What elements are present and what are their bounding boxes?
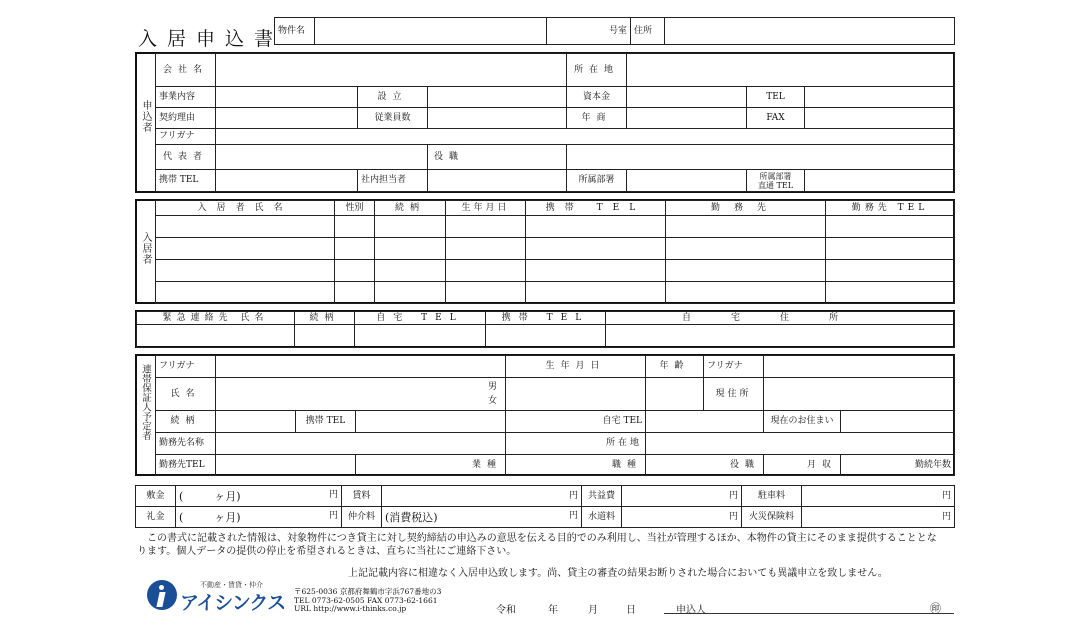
company-name-field[interactable] (216, 54, 567, 87)
company-name-label: 会社名 (156, 54, 216, 87)
declaration-notice: 上記記載内容に相違なく入居申込致します。尚、貸主の審査の結果お断りされた場合においても異議申立を致しません。 (348, 568, 888, 579)
commission-yen: 円 (568, 510, 578, 521)
guarantor-furigana-field[interactable] (216, 356, 506, 378)
guarantor-industry-label: 業種 (356, 455, 506, 476)
guarantor-years-label: 勤続年数 (841, 455, 955, 476)
common-fee-label: 共益費 (582, 486, 622, 507)
resident-cell[interactable] (446, 216, 526, 238)
dept-direct-tel-field[interactable] (805, 170, 955, 192)
resident-cell[interactable] (375, 282, 446, 304)
resident-cell[interactable] (666, 260, 826, 282)
established-label: 設立 (358, 87, 428, 108)
resident-cell[interactable] (335, 216, 375, 238)
tel-field[interactable] (805, 87, 955, 108)
guarantor-age-label: 年齢 (646, 356, 704, 378)
emergency-home-tel-header: 自宅 TEL (355, 312, 486, 325)
deposit-field[interactable] (176, 486, 342, 507)
guarantor-location-label: 所在地 (506, 433, 646, 455)
resident-cell[interactable] (375, 260, 446, 282)
department-field[interactable] (627, 170, 747, 192)
company-tel-fax: TEL 0773-62-0505 FAX 0773-62-1661 (294, 595, 438, 605)
resident-cell[interactable] (375, 216, 446, 238)
resident-cell[interactable] (666, 282, 826, 304)
resident-cell[interactable] (826, 238, 955, 260)
dept-direct-tel-label (747, 170, 805, 192)
company-name: アイシンクス (180, 592, 286, 614)
emergency-mobile-tel-field[interactable] (486, 325, 606, 348)
seal-mark: ㊞ (930, 602, 941, 615)
company-tagline: 不動産・賃貸・仲介 (200, 581, 263, 589)
resident-cell[interactable] (156, 216, 335, 238)
guarantor-location-field[interactable] (646, 433, 955, 455)
residents-side-label: 入居者 (140, 232, 151, 265)
resident-row (156, 216, 955, 238)
location-field[interactable] (627, 54, 955, 87)
resident-cell[interactable] (526, 282, 666, 304)
fees-table (135, 485, 955, 528)
resident-cell[interactable] (335, 260, 375, 282)
emergency-relation-field[interactable] (295, 325, 355, 348)
common-fee-field[interactable]: 円 (622, 486, 742, 507)
fire-insurance-label: 火災保険料 (742, 507, 802, 528)
fax-label: FAX (747, 108, 805, 129)
day-label: 日 (626, 605, 636, 616)
logo-dot (159, 585, 164, 590)
tax-incl-label: (消費税込) (385, 510, 438, 524)
rent-label: 賃料 (342, 486, 382, 507)
representative-field[interactable] (216, 145, 428, 170)
key-money-label: 礼金 (136, 507, 176, 528)
guarantor-name-label: 氏名 (156, 378, 216, 411)
resident-cell[interactable] (156, 260, 335, 282)
deposit-open: ( (179, 489, 184, 503)
resident-cell[interactable] (526, 260, 666, 282)
guarantor-home-tel-field[interactable] (646, 411, 764, 433)
resident-cell[interactable] (156, 282, 335, 304)
resident-cell[interactable] (826, 260, 955, 282)
mobile-tel-field[interactable] (216, 170, 358, 192)
resident-cell[interactable] (156, 238, 335, 260)
key-money-field[interactable] (176, 507, 342, 528)
room-label: 号室 (547, 18, 631, 45)
logo-stem (156, 592, 165, 607)
guarantor-name-field[interactable] (216, 378, 506, 411)
resident-employer-tel-header: 勤務先 TEL (826, 201, 955, 216)
guarantor-mobile-tel-field[interactable] (356, 411, 506, 433)
capital-field[interactable] (627, 87, 747, 108)
business-label: 事業内容 (156, 87, 216, 108)
month-label: 月 (588, 605, 598, 616)
resident-cell[interactable] (666, 238, 826, 260)
water-field[interactable]: 円 (622, 507, 742, 528)
guarantor-employer-tel-label: 勤務先TEL (156, 455, 216, 476)
guarantor-income-label: 月収 (764, 455, 841, 476)
resident-cell[interactable] (446, 238, 526, 260)
fax-field[interactable] (805, 108, 955, 129)
emergency-address-header: 自宅住所 (606, 312, 955, 325)
resident-row (156, 238, 955, 260)
year-label: 年 (548, 605, 558, 616)
location-label: 所在地 (567, 54, 627, 87)
parking-field[interactable]: 円 (802, 486, 955, 507)
department-label: 所属部署 (567, 170, 627, 192)
representative-label: 代表者 (156, 145, 216, 170)
resident-relation-header: 続柄 (375, 201, 446, 216)
company-url: URL http://www.i-thinks.co.jp (294, 604, 407, 613)
company-logo-icon (147, 580, 177, 610)
deposit-yen: 円 (328, 489, 338, 500)
gender-female[interactable]: 女 (488, 396, 498, 406)
guarantor-home-tel-label: 自宅 TEL (506, 411, 646, 433)
company-postal: 〒625-0036 京都府舞鶴市字浜767番地の3 (294, 587, 442, 596)
rent-field[interactable]: 円 (382, 486, 582, 507)
dept-direct-tel-label-2: 直通 TEL (758, 180, 794, 190)
resident-cell[interactable] (526, 238, 666, 260)
guarantor-birth-field[interactable] (506, 378, 646, 411)
guarantor-furigana-label: フリガナ (156, 356, 216, 378)
guarantor-side-label: 連帯保証人予定者 (140, 364, 151, 440)
person-in-charge-label: 社内担当者 (358, 170, 428, 192)
emergency-table (136, 311, 955, 348)
guarantor-employer-tel-field[interactable] (216, 455, 356, 476)
residents-table (155, 200, 955, 304)
fire-insurance-field[interactable]: 円 (802, 507, 955, 528)
signature-line[interactable] (664, 613, 954, 614)
guarantor-age-field[interactable] (646, 378, 704, 411)
person-in-charge-field[interactable] (428, 170, 567, 192)
deposit-months-close: ヶ月) (214, 489, 241, 503)
guarantor-residence-label: 現在のお住まい (764, 411, 841, 433)
resident-row (156, 282, 955, 304)
property-label: 物件名 (275, 18, 315, 45)
resident-cell[interactable] (526, 216, 666, 238)
guarantor-job-type-label: 職種 (506, 455, 646, 476)
key-money-months-close: ヶ月) (214, 510, 241, 524)
emergency-home-tel-field[interactable] (355, 325, 486, 348)
resident-cell[interactable] (335, 238, 375, 260)
guarantor-position-label: 役職 (646, 455, 764, 476)
resident-row (156, 260, 955, 282)
resident-name-header: 入居者氏名 (156, 201, 335, 216)
form-title: 入居申込書 (138, 28, 284, 50)
employees-field[interactable] (428, 108, 567, 129)
emergency-address-field[interactable] (606, 325, 955, 348)
resident-cell[interactable] (826, 216, 955, 238)
resident-mobile-header: 携帯 TEL (526, 201, 666, 216)
commission-field[interactable] (382, 507, 582, 528)
resident-gender-header: 性別 (335, 201, 375, 216)
reason-label: 契約理由 (156, 108, 216, 129)
applicant-sign-label: 申込人 (676, 605, 706, 616)
applicant-table (155, 53, 955, 192)
emergency-relation-header: 続柄 (295, 312, 355, 325)
dept-direct-tel-label-1: 所属部署 (759, 171, 792, 181)
position-field[interactable] (567, 145, 955, 170)
era-label: 令和 (496, 605, 516, 616)
privacy-notice: この書式に記載された情報は、対象物件につき貸主に対し契約締結の申込みの意思を伝える目的でのみ利用し、当社が管理するほか、本物件の貸主にそのまま提供することとなります。個人データの提供の停止を希望されるときは、直ちに当社にご連絡下さい。 (137, 533, 937, 557)
address-label: 住所 (631, 18, 665, 45)
employees-label: 従業員数 (358, 108, 428, 129)
guarantor-employer-field[interactable] (216, 433, 506, 455)
furigana-field[interactable] (216, 129, 955, 145)
guarantor-relation-field[interactable] (216, 411, 296, 433)
applicant-side-label: 申込者 (140, 100, 151, 133)
emergency-name-header: 緊急連絡先 氏名 (137, 312, 295, 325)
property-field[interactable] (315, 18, 547, 45)
resident-birth-header: 生年月日 (446, 201, 526, 216)
guarantor-table (155, 355, 955, 476)
furigana-label: フリガナ (156, 129, 216, 145)
guarantor-relation-label: 続柄 (156, 411, 216, 433)
business-field[interactable] (216, 87, 358, 108)
guarantor-current-address-field[interactable] (764, 378, 955, 411)
resident-cell[interactable] (446, 260, 526, 282)
guarantor-residence-field[interactable] (841, 411, 955, 433)
annual-sales-label: 年商 (567, 108, 627, 129)
header-table (274, 17, 955, 45)
tel-label: TEL (747, 87, 805, 108)
company-contact (294, 588, 441, 614)
commission-label: 仲介料 (342, 507, 382, 528)
resident-cell[interactable] (666, 216, 826, 238)
deposit-label: 敷金 (136, 486, 176, 507)
address-field[interactable] (665, 18, 955, 45)
reason-field[interactable] (216, 108, 358, 129)
guarantor-current-address-label: 現住所 (704, 378, 764, 411)
resident-cell[interactable] (335, 282, 375, 304)
resident-cell[interactable] (826, 282, 955, 304)
emergency-mobile-tel-header: 携帯 TEL (486, 312, 606, 325)
capital-label: 資本金 (567, 87, 627, 108)
annual-sales-field[interactable] (627, 108, 747, 129)
guarantor-employer-label: 勤務先名称 (156, 433, 216, 455)
established-field[interactable] (428, 87, 567, 108)
water-label: 水道料 (582, 507, 622, 528)
emergency-name-field[interactable] (137, 325, 295, 348)
gender-male[interactable]: 男 (488, 382, 498, 392)
resident-cell[interactable] (375, 238, 446, 260)
guarantor-birth-label: 生年月日 (506, 356, 646, 378)
resident-cell[interactable] (446, 282, 526, 304)
guarantor-mobile-tel-label: 携帯 TEL (296, 411, 356, 433)
key-money-open: ( (179, 510, 184, 524)
position-label: 役職 (428, 145, 567, 170)
mobile-tel-label: 携帯 TEL (156, 170, 216, 192)
key-money-yen: 円 (328, 510, 338, 521)
parking-label: 駐車料 (742, 486, 802, 507)
resident-employer-header: 勤務先 (666, 201, 826, 216)
guarantor-furigana2-field[interactable] (764, 356, 955, 378)
guarantor-furigana2-label: フリガナ (704, 356, 764, 378)
